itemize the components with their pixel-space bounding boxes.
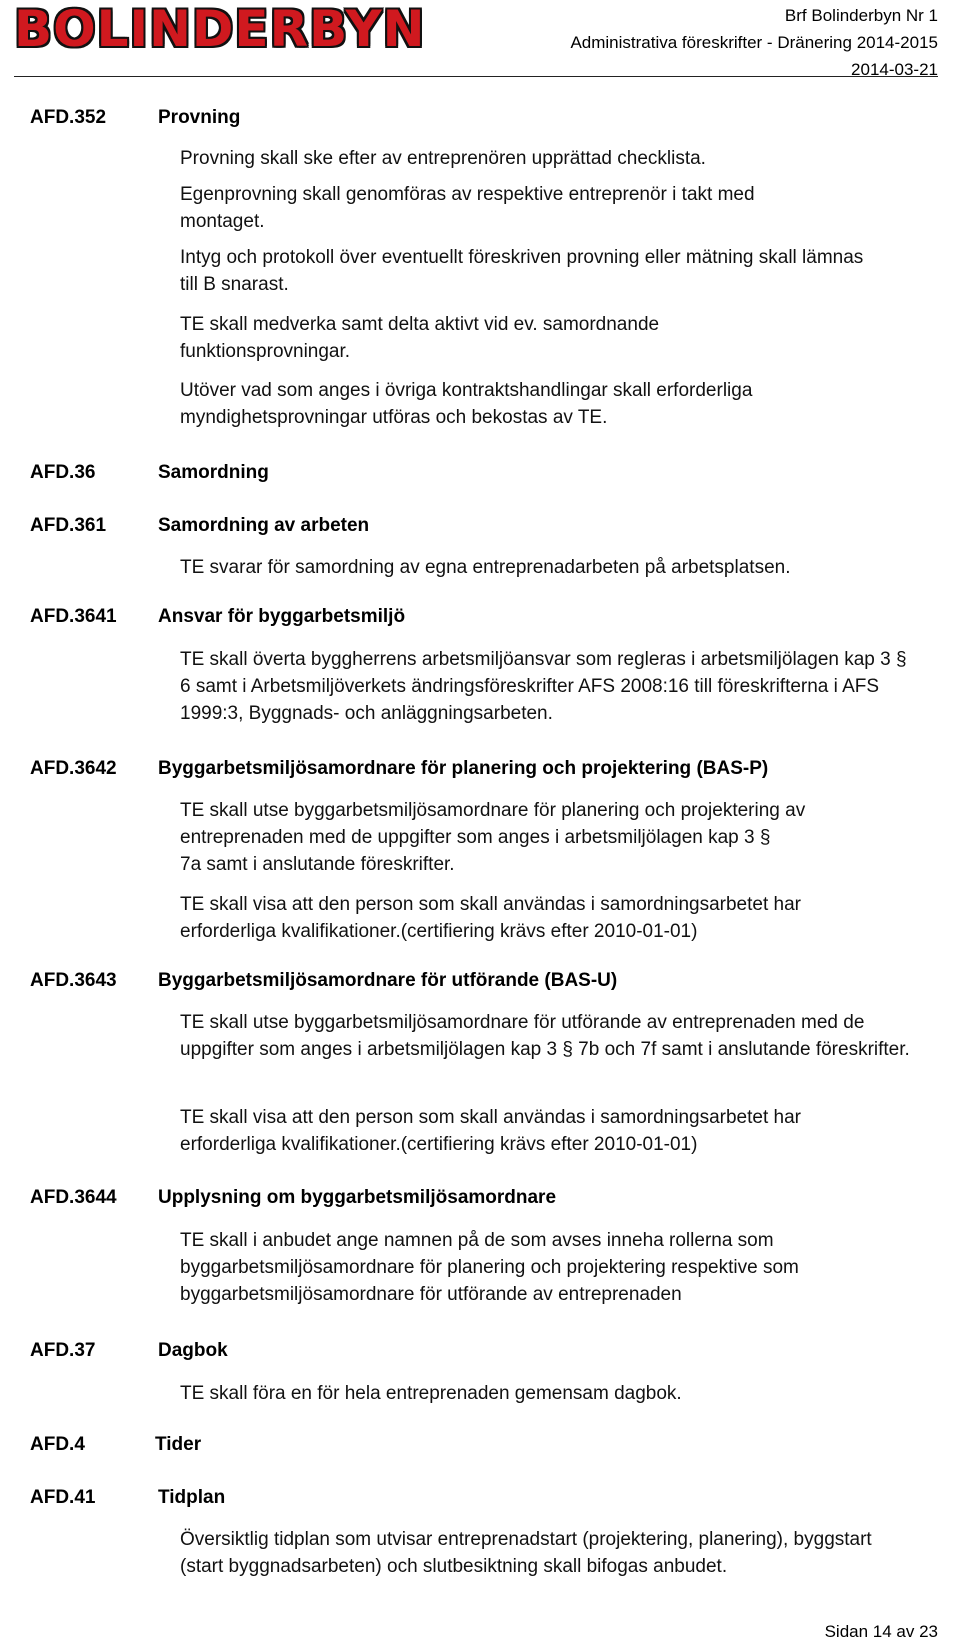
paragraph: TE skall föra en för hela entreprenaden gemensam dagbok. (180, 1383, 682, 1404)
section-heading: Tidplan (158, 1487, 226, 1508)
paragraph: TE svarar för samordning av egna entreprenadarbeten på arbetsplatsen. (180, 557, 791, 578)
page-number: Sidan 14 av 23 (824, 1622, 938, 1641)
paragraph: TE skall medverka samt delta aktivt vid ev. samordnande funktionsprovningar. (180, 314, 660, 362)
section-heading: Ansvar för byggarbetsmiljö (158, 606, 406, 627)
section-heading: Samordning (158, 462, 269, 483)
section-code: AFD.41 (30, 1487, 96, 1508)
section-code: AFD.361 (30, 515, 107, 536)
paragraph: Översiktlig tidplan som utvisar entreprenadstart (projektering, planering), byggstart (start byggnadsarbeten) och slutbesiktning skall bifogas anbudet. (180, 1529, 872, 1577)
section-heading: Samordning av arbeten (158, 515, 370, 536)
section-code: AFD.3641 (30, 606, 117, 627)
section-heading: Byggarbetsmiljösamordnare för utförande (BAS-U) (158, 970, 618, 991)
section-code: AFD.4 (30, 1434, 85, 1455)
section-heading: Byggarbetsmiljösamordnare för planering och projektering (BAS-P) (158, 758, 769, 779)
section-code: AFD.3644 (30, 1187, 117, 1208)
section-heading: Upplysning om byggarbetsmiljösamordnare (158, 1187, 557, 1208)
paragraph: Provning skall ske efter av entreprenören upprättad checklista. (180, 148, 706, 169)
paragraph: Utöver vad som anges i övriga kontraktshandlingar skall erforderliga myndighetsprovningar utföras och bekostas av TE. (180, 380, 753, 428)
paragraph: TE skall utse byggarbetsmiljösamordnare för utförande av entreprenaden med de uppgifter som anges i arbetsmiljölagen kap 3 § 7b och 7f samt i anslutande föreskrifter. (180, 1012, 910, 1060)
bolinderbyn-logo (14, 0, 426, 58)
paragraph (180, 797, 940, 878)
header-date: 2014-03-21 (851, 60, 938, 79)
paragraph-line: 7a samt i anslutande föreskrifter. (180, 854, 455, 875)
section-heading: Tider (155, 1434, 202, 1455)
section-code: AFD.3643 (30, 970, 117, 991)
logo-wordmark: BOLINDERBYN (14, 0, 426, 58)
section-code: AFD.352 (30, 107, 107, 128)
section-code: AFD.36 (30, 462, 96, 483)
section-heading: Provning (158, 107, 241, 128)
paragraph-line: entreprenaden med de uppgifter som anges i arbetsmiljölagen kap 3 § (180, 827, 771, 848)
header-divider (14, 76, 938, 77)
section-code: AFD.37 (30, 1340, 96, 1361)
paragraph: Egenprovning skall genomföras av respektive entreprenör i takt med montaget. (180, 184, 755, 232)
section-code: AFD.3642 (30, 758, 117, 779)
paragraph: TE skall visa att den person som skall användas i samordningsarbetet har erforderliga kvalifikationer.(certifiering krävs efter 2010-01-01) (180, 1107, 801, 1155)
header-document-title: Administrativa föreskrifter - Dränering 2014-2015 (570, 33, 938, 52)
paragraph: TE skall överta byggherrens arbetsmiljöansvar som regleras i arbetsmiljölagen kap 3 § 6 samt i Arbetsmiljöverkets ändringsföreskrifter AFS 2008:16 till föreskrifterna i AFS 1999:3, Byggnads- och anläggningsarbeten. (180, 649, 907, 724)
header-association: Brf Bolinderbyn Nr 1 (784, 6, 938, 25)
section-heading: Dagbok (158, 1340, 228, 1361)
paragraph: TE skall visa att den person som skall användas i samordningsarbetet har erforderliga kvalifikationer.(certifiering krävs efter 2010-01-01) (180, 894, 801, 942)
paragraph: TE skall i anbudet ange namnen på de som avses inneha rollerna som byggarbetsmiljösamordnare för planering och projektering respektive som byggarbetsmiljösamordnare för utförande av entreprenaden (180, 1230, 799, 1305)
header-info (570, 2, 938, 83)
paragraph-line: TE skall utse byggarbetsmiljösamordnare för planering och projektering av (180, 800, 806, 821)
paragraph: Intyg och protokoll över eventuellt föreskriven provning eller mätning skall lämnas till B snarast. (180, 247, 864, 295)
page-header (0, 0, 960, 80)
